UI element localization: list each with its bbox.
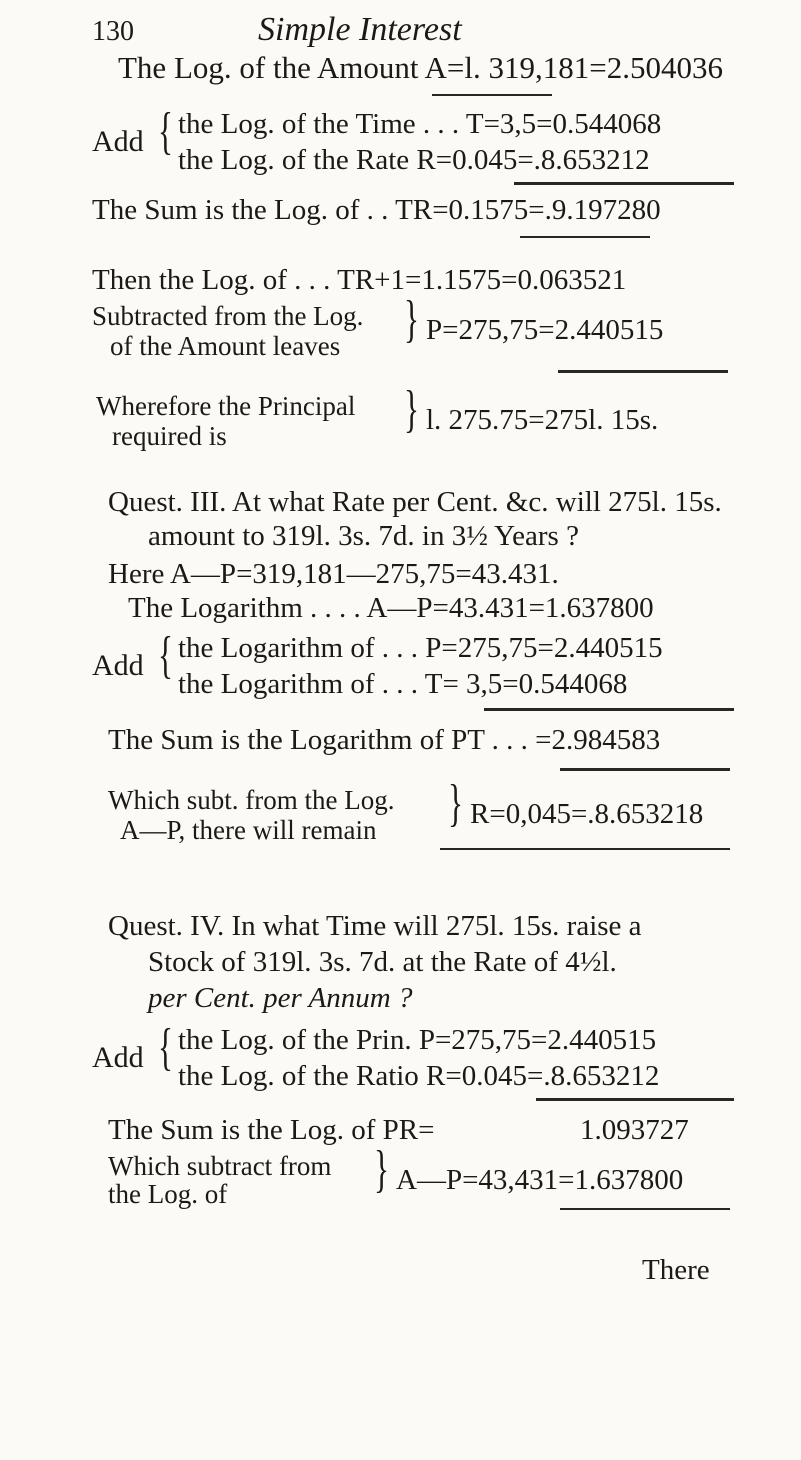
time-log-line: the Log. of the Time . . . T=3,5=0.544068 bbox=[178, 108, 662, 140]
quest-3-line4: The Logarithm . . . . A—P=43.431=1.637800 bbox=[128, 592, 654, 624]
quest-3-add1: the Logarithm of . . . P=275,75=2.440515 bbox=[178, 632, 663, 664]
divider bbox=[520, 236, 650, 238]
left-brace: { bbox=[158, 627, 173, 684]
required-line: required is bbox=[112, 421, 227, 451]
quest-4-add2: the Log. of the Ratio R=0.045=.8.653212 bbox=[178, 1060, 660, 1092]
amount-log-line: The Log. of the Amount A=l. 319,181=2.504036 bbox=[118, 50, 723, 85]
quest-4-sub-b: the Log. of bbox=[108, 1179, 228, 1209]
divider bbox=[440, 848, 730, 850]
left-brace: { bbox=[158, 103, 173, 160]
quest-4-line3: per Cent. per Annum ? bbox=[148, 982, 413, 1014]
principal-log-value: P=275,75=2.440515 bbox=[426, 314, 664, 346]
wherefore-line: Wherefore the Principal bbox=[96, 391, 356, 421]
divider bbox=[560, 768, 730, 771]
rate-log-line: the Log. of the Rate R=0.045=.8.653212 bbox=[178, 144, 650, 176]
subtracted-line: Subtracted from the Log. bbox=[92, 301, 364, 331]
running-title: Simple Interest bbox=[258, 11, 462, 48]
quest-3-add2: the Logarithm of . . . T= 3,5=0.544068 bbox=[178, 668, 628, 700]
divider bbox=[558, 370, 728, 373]
quest-4-sub-a: Which subtract from bbox=[108, 1151, 332, 1181]
quest-3-rate-value: R=0,045=.8.653218 bbox=[470, 798, 704, 830]
right-brace: } bbox=[404, 291, 419, 348]
right-brace: } bbox=[448, 775, 463, 832]
right-brace: } bbox=[374, 1141, 389, 1198]
add-label: Add bbox=[92, 1041, 144, 1074]
catchword: There bbox=[642, 1254, 710, 1286]
add-label: Add bbox=[92, 125, 144, 158]
quest-3-sum: The Sum is the Logarithm of PT . . . =2.984583 bbox=[108, 724, 661, 756]
add-label: Add bbox=[92, 649, 144, 682]
quest-4-sum-label: The Sum is the Log. of PR= bbox=[108, 1114, 435, 1146]
quest-4-line1: Quest. IV. In what Time will 275l. 15s. raise a bbox=[108, 910, 642, 942]
divider bbox=[536, 1098, 734, 1101]
left-brace: { bbox=[158, 1019, 173, 1076]
tr-plus-one-line: Then the Log. of . . . TR+1=1.1575=0.063521 bbox=[92, 264, 627, 296]
quest-3-line1: Quest. III. At what Rate per Cent. &c. will 275l. 15s. bbox=[108, 486, 722, 518]
principal-value: l. 275.75=275l. 15s. bbox=[426, 404, 659, 436]
page-number: 130 bbox=[92, 16, 134, 47]
divider bbox=[432, 94, 552, 96]
quest-4-sum-value: 1.093727 bbox=[580, 1114, 689, 1146]
sum-log-line: The Sum is the Log. of . . TR=0.1575=.9.197280 bbox=[92, 194, 661, 226]
divider bbox=[560, 1208, 730, 1210]
quest-4-add1: the Log. of the Prin. P=275,75=2.440515 bbox=[178, 1024, 657, 1056]
quest-4-line2: Stock of 319l. 3s. 7d. at the Rate of 4½l. bbox=[148, 946, 617, 978]
quest-4-value: A—P=43,431=1.637800 bbox=[396, 1164, 684, 1196]
quest-3-sub-b: A—P, there will remain bbox=[120, 815, 377, 845]
quest-3-line2: amount to 319l. 3s. 7d. in 3½ Years ? bbox=[148, 520, 579, 552]
quest-3-sub-a: Which subt. from the Log. bbox=[108, 785, 395, 815]
divider bbox=[514, 182, 734, 185]
divider bbox=[484, 708, 734, 711]
right-brace: } bbox=[404, 381, 419, 438]
quest-3-line3: Here A—P=319,181—275,75=43.431. bbox=[108, 558, 559, 590]
amount-leaves-line: of the Amount leaves bbox=[110, 331, 341, 361]
